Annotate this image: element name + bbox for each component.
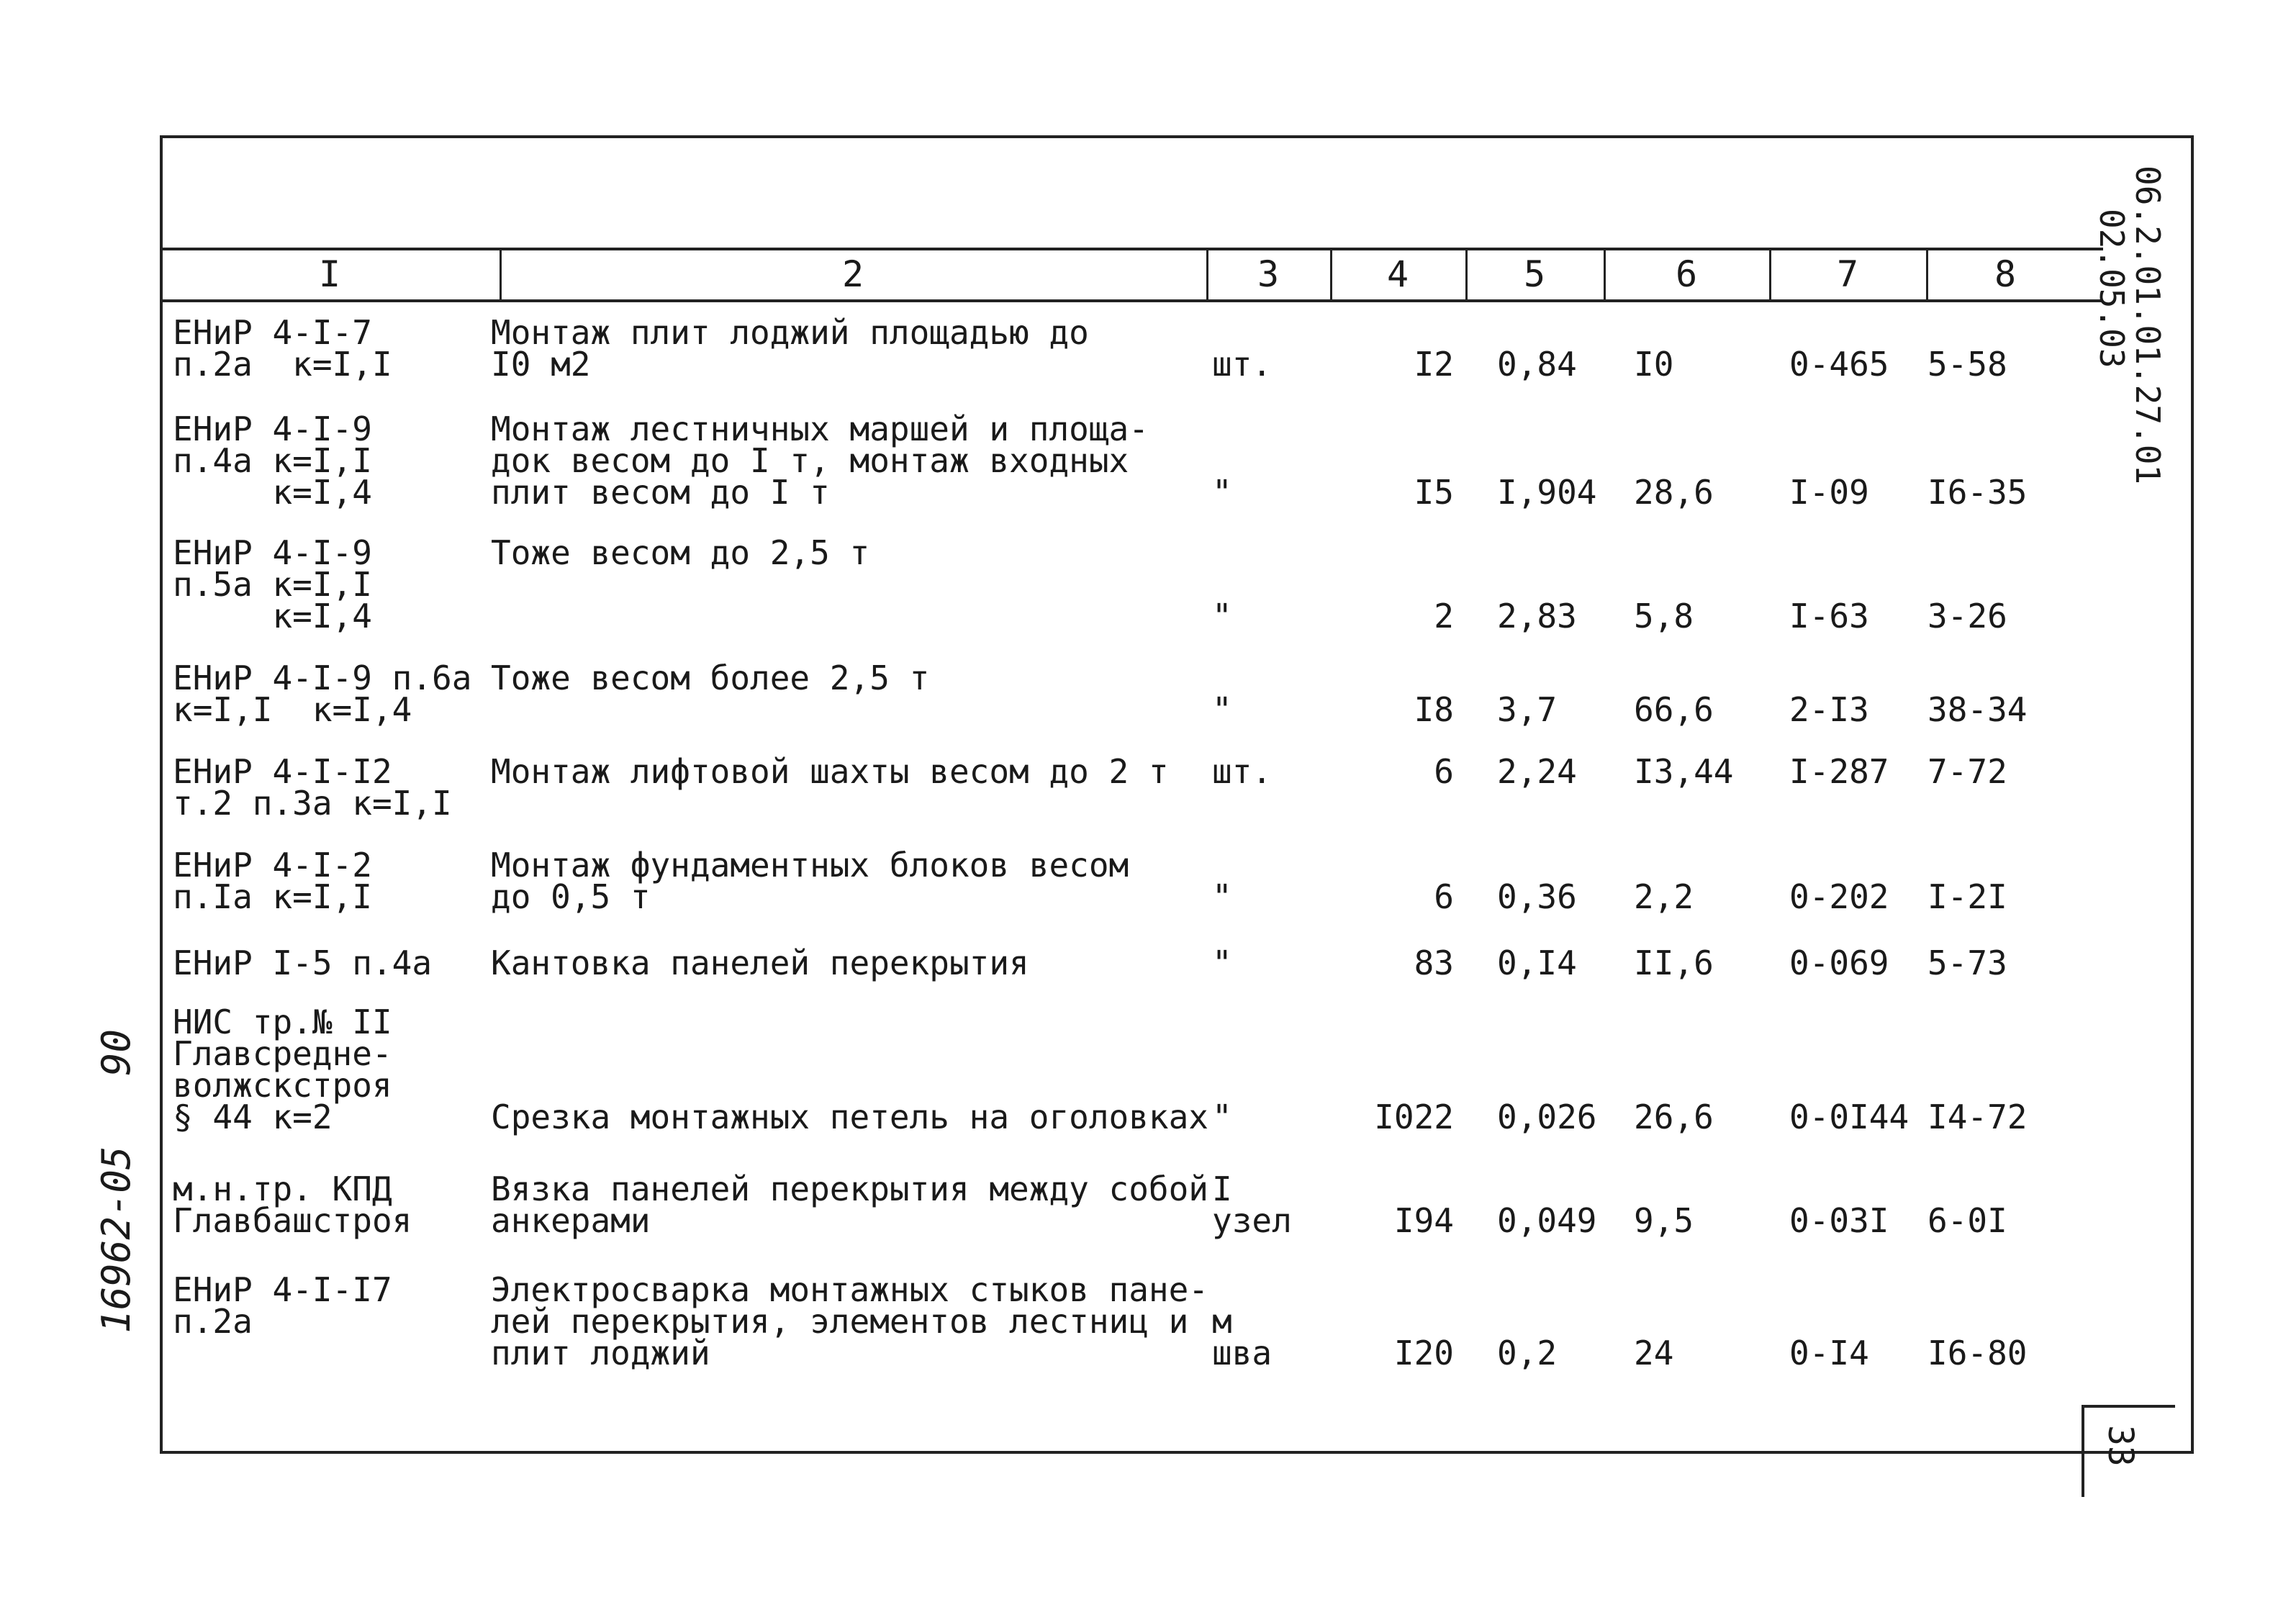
table-cell-col4: 6 xyxy=(1434,752,1454,791)
table-cell-col1: ЕНиР I-5 п.4а xyxy=(173,944,433,982)
table-cell-col5: 0,2 xyxy=(1497,1334,1558,1372)
table-cell-col8: 5-58 xyxy=(1927,345,2007,384)
table-cell-col7: 0-202 xyxy=(1789,877,1889,916)
table-cell-col6: 66,6 xyxy=(1634,690,1714,729)
table-cell-col2: Срезка монтажных петель на оголовках xyxy=(491,1098,1208,1136)
table-cell-col7: I-63 xyxy=(1789,597,1869,635)
document-code-secondary: 02.05.03 xyxy=(2092,209,2131,368)
table-cell-col1: ЕНиР 4-I-9 п.4а к=I,I к=I,4 xyxy=(173,410,372,512)
table-cell-col3: шт. xyxy=(1212,345,1273,384)
table-cell-col6: 24 xyxy=(1634,1334,1674,1372)
table-header-bottom-rule xyxy=(160,299,2103,302)
table-cell-col2: Кантовка панелей перекрытия xyxy=(491,944,1029,982)
table-cell-col8: I6-80 xyxy=(1927,1334,2028,1372)
table-cell-col8: 38-34 xyxy=(1927,690,2028,729)
table-cell-col5: 0,84 xyxy=(1497,345,1577,384)
table-cell-col3: " xyxy=(1212,473,1232,512)
table-cell-col5: 2,24 xyxy=(1497,752,1577,791)
table-cell-col1: ЕНиР 4-I-9 п.5а к=I,I к=I,4 xyxy=(173,533,372,635)
column-header-2: 2 xyxy=(841,253,864,295)
table-cell-col1: ЕНиР 4-I-7 п.2а к=I,I xyxy=(173,313,392,384)
table-cell-col2: Электросварка монтажных стыков пане- лей перекрытия, элементов лестниц и плит лоджий xyxy=(491,1270,1208,1372)
table-cell-col6: I0 xyxy=(1634,345,1674,384)
table-cell-col4: I20 xyxy=(1393,1334,1454,1372)
table-cell-col2: Тоже весом более 2,5 т xyxy=(491,659,930,697)
table-cell-col2: Монтаж лестничных маршей и площа- док весом до I т, монтаж входных плит весом до I т xyxy=(491,410,1149,512)
table-cell-col1: м.н.тр. КПД Главбашстроя xyxy=(173,1170,412,1240)
table-cell-col5: 0,36 xyxy=(1497,877,1577,916)
table-cell-col2: Монтаж плит лоджий площадью до I0 м2 xyxy=(491,313,1089,384)
table-cell-col3: " xyxy=(1212,1098,1232,1136)
table-cell-col7: 0-465 xyxy=(1789,345,1889,384)
table-cell-col4: I94 xyxy=(1393,1201,1454,1240)
table-cell-col8: I6-35 xyxy=(1927,473,2028,512)
table-cell-col1: ЕНиР 4-I-I2 т.2 п.3а к=I,I xyxy=(173,752,452,823)
table-cell-col2: Монтаж лифтовой шахты весом до 2 т xyxy=(491,752,1169,791)
document-code: 06.2.01.01.27.01 xyxy=(2128,166,2167,485)
column-header-5: 5 xyxy=(1523,253,1546,295)
table-cell-col5: 2,83 xyxy=(1497,597,1577,635)
table-cell-col2: Вязка панелей перекрытия между собой анкерами xyxy=(491,1170,1208,1240)
table-cell-col8: 3-26 xyxy=(1927,597,2007,635)
table-cell-col6: 2,2 xyxy=(1634,877,1694,916)
inventory-number: 16962-05 90 xyxy=(94,1029,139,1334)
table-cell-col4: 6 xyxy=(1434,877,1454,916)
table-cell-col3: м шва xyxy=(1212,1302,1273,1372)
table-cell-col4: 83 xyxy=(1414,944,1454,982)
table-cell-col8: I-2I xyxy=(1927,877,2007,916)
table-cell-col3: " xyxy=(1212,877,1232,916)
table-cell-col6: II,6 xyxy=(1634,944,1714,982)
table-cell-col8: 6-0I xyxy=(1927,1201,2007,1240)
column-header-8: 8 xyxy=(1994,253,2017,295)
table-cell-col7: 0-069 xyxy=(1789,944,1889,982)
table-cell-col7: 0-I4 xyxy=(1789,1334,1869,1372)
table-cell-col3: " xyxy=(1212,944,1232,982)
table-cell-col6: 9,5 xyxy=(1634,1201,1694,1240)
page-number: 33 xyxy=(2100,1425,2141,1467)
table-cell-col3: " xyxy=(1212,690,1232,729)
table-cell-col4: I8 xyxy=(1414,690,1454,729)
table-cell-col8: 5-73 xyxy=(1927,944,2007,982)
table-cell-col3: I узел xyxy=(1212,1170,1292,1240)
table-cell-col5: 0,I4 xyxy=(1497,944,1577,982)
table-cell-col5: 0,049 xyxy=(1497,1201,1597,1240)
table-cell-col7: 0-03I xyxy=(1789,1201,1889,1240)
table-cell-col7: 0-0I44 xyxy=(1789,1098,1909,1136)
column-header-7: 7 xyxy=(1836,253,1859,295)
table-cell-col4: I2 xyxy=(1414,345,1454,384)
table-cell-col7: I-287 xyxy=(1789,752,1889,791)
table-cell-col8: 7-72 xyxy=(1927,752,2007,791)
table-cell-col3: шт. xyxy=(1212,752,1273,791)
table-cell-col1: ЕНиР 4-I-2 п.Iа к=I,I xyxy=(173,846,372,916)
table-cell-col1: ЕНиР 4-I-I7 п.2а xyxy=(173,1270,392,1341)
table-cell-col6: I3,44 xyxy=(1634,752,1734,791)
table-cell-col2: Монтаж фундаментных блоков весом до 0,5 т xyxy=(491,846,1129,916)
table-cell-col3: " xyxy=(1212,597,1232,635)
table-cell-col4: I022 xyxy=(1374,1098,1454,1136)
table-cell-col6: 5,8 xyxy=(1634,597,1694,635)
table-cell-col2: Тоже весом до 2,5 т xyxy=(491,533,870,572)
table-cell-col7: I-09 xyxy=(1789,473,1869,512)
table-cell-col4: 2 xyxy=(1434,597,1454,635)
table-cell-col6: 26,6 xyxy=(1634,1098,1714,1136)
column-header-1: I xyxy=(318,253,341,295)
table-cell-col4: I5 xyxy=(1414,473,1454,512)
table-cell-col7: 2-I3 xyxy=(1789,690,1869,729)
table-cell-col6: 28,6 xyxy=(1634,473,1714,512)
table-cell-col5: I,904 xyxy=(1497,473,1597,512)
table-cell-col5: 3,7 xyxy=(1497,690,1558,729)
table-cell-col1: ЕНиР 4-I-9 п.6а к=I,I к=I,4 xyxy=(173,659,472,729)
table-cell-col8: I4-72 xyxy=(1927,1098,2028,1136)
table-cell-col5: 0,026 xyxy=(1497,1098,1597,1136)
column-header-3: 3 xyxy=(1257,253,1280,295)
column-header-4: 4 xyxy=(1386,253,1409,295)
table-cell-col1: НИС тр.№ II Главсредне- волжскстроя § 44 к=2 xyxy=(173,1003,392,1136)
page-frame xyxy=(160,135,2194,1454)
column-header-6: 6 xyxy=(1675,253,1698,295)
